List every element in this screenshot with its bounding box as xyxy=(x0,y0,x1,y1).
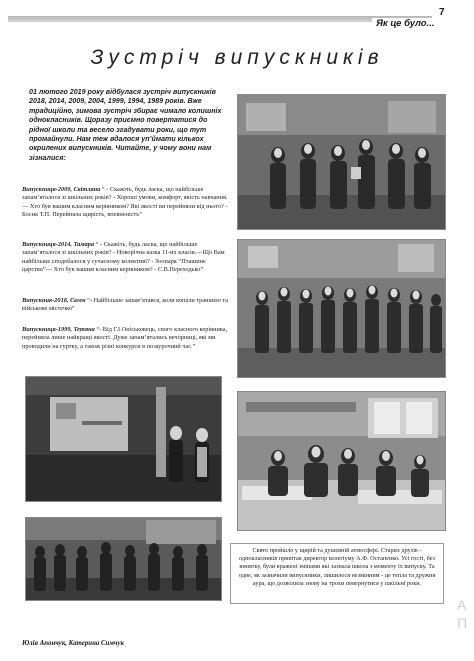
quote-2018 xyxy=(22,297,232,314)
quote-speaker: Випускниця-1999, Тетяна xyxy=(22,326,95,333)
stage-performance-image xyxy=(26,377,221,501)
quote-text: “ - Скажіть, будь ласка, що найбільше запам’яталося зі шкільних років? - Новорічна казка 11-их класів.—Що Вам найбільше сподобалося у сучасному колективі? - Зоопарк “Пташине царство”— Хто був вашим класним керівником? - С.В.Переходько” xyxy=(22,241,225,274)
quote-speaker: Випускниця-2009, Світлана xyxy=(22,186,101,193)
quote-speaker: Випускниця-2014, Тамара xyxy=(22,241,95,248)
quote-speaker: Випускник-2018, Євген xyxy=(22,297,86,304)
group-photo-image xyxy=(238,95,445,229)
intro-paragraph: 01 лютого 2019 року відбулася зустріч випускників 2018, 2014, 2009, 2004, 1999, 1994, 1989 років. Вже традиційно, зимова зустріч збирає чимало колишніх однокласників. Щоразу приємно повертатися до рідної школи та весело згадувати роки, що тут промайнули. Нам теж вдалося уп’ймати кількох окрилених випускників. Читайте, у чому вони нам зізналися: xyxy=(29,88,222,162)
photo-group-large xyxy=(237,239,446,378)
quote-2009 xyxy=(22,186,232,220)
quote-text: “ - Скажіть, будь ласка, що найбільше запам’яталося зі шкільних років? - Хороші умови, комфорт, якість навчання. — Хто був вашим класним керівником? Які якості ви перейняли від нього? - Босик Т.П. Перейняла щирість, впевненість” xyxy=(22,186,228,219)
page-edge-artifact: А П xyxy=(457,597,468,631)
classroom-gathering-image xyxy=(238,392,445,530)
group-photo-large-image xyxy=(238,240,445,377)
audience-in-hall-image xyxy=(26,518,221,600)
photo-audience-in-hall xyxy=(25,517,222,601)
headline: Зустріч випускників xyxy=(90,46,384,69)
quote-1999 xyxy=(22,326,232,351)
photo-classroom-gathering xyxy=(237,391,446,531)
quote-text: “- Від Г.І.Оніськовець, свого класного керівника, перейняла лише найкращі якості. Дуже запам’ятались вечорниці, які ми проводили на гуртку, а також різні конкурси в позаурочний час.” xyxy=(22,326,228,350)
photo-caption: Свято пройшло у щирій та душевній атмосфері. Старих друзів - однокласників привітав директор колегіуму А.Ф. Остапенко. Усі гості, без винятку, були вражені змінами які зазнала школа з моменту їх випуску. Та одне, як зазначили випускники, лишилося незмінним - це тепла та дружня аура, що дозволила знову на трохи повернутися у шкільні роки. xyxy=(230,543,444,604)
quote-text: “- Найбільше запам’ятався, коли копали траншею та військове містечко” xyxy=(22,297,229,313)
quote-2014 xyxy=(22,241,232,275)
photo-group-decorated-hall xyxy=(237,94,446,230)
page-number: 7 xyxy=(439,7,445,18)
photo-stage-performance xyxy=(25,376,222,502)
section-tag: Як це було... xyxy=(372,18,439,29)
authors-byline: Юлія Апончук, Катерина Симчук xyxy=(22,640,124,647)
header-bar xyxy=(8,16,432,22)
